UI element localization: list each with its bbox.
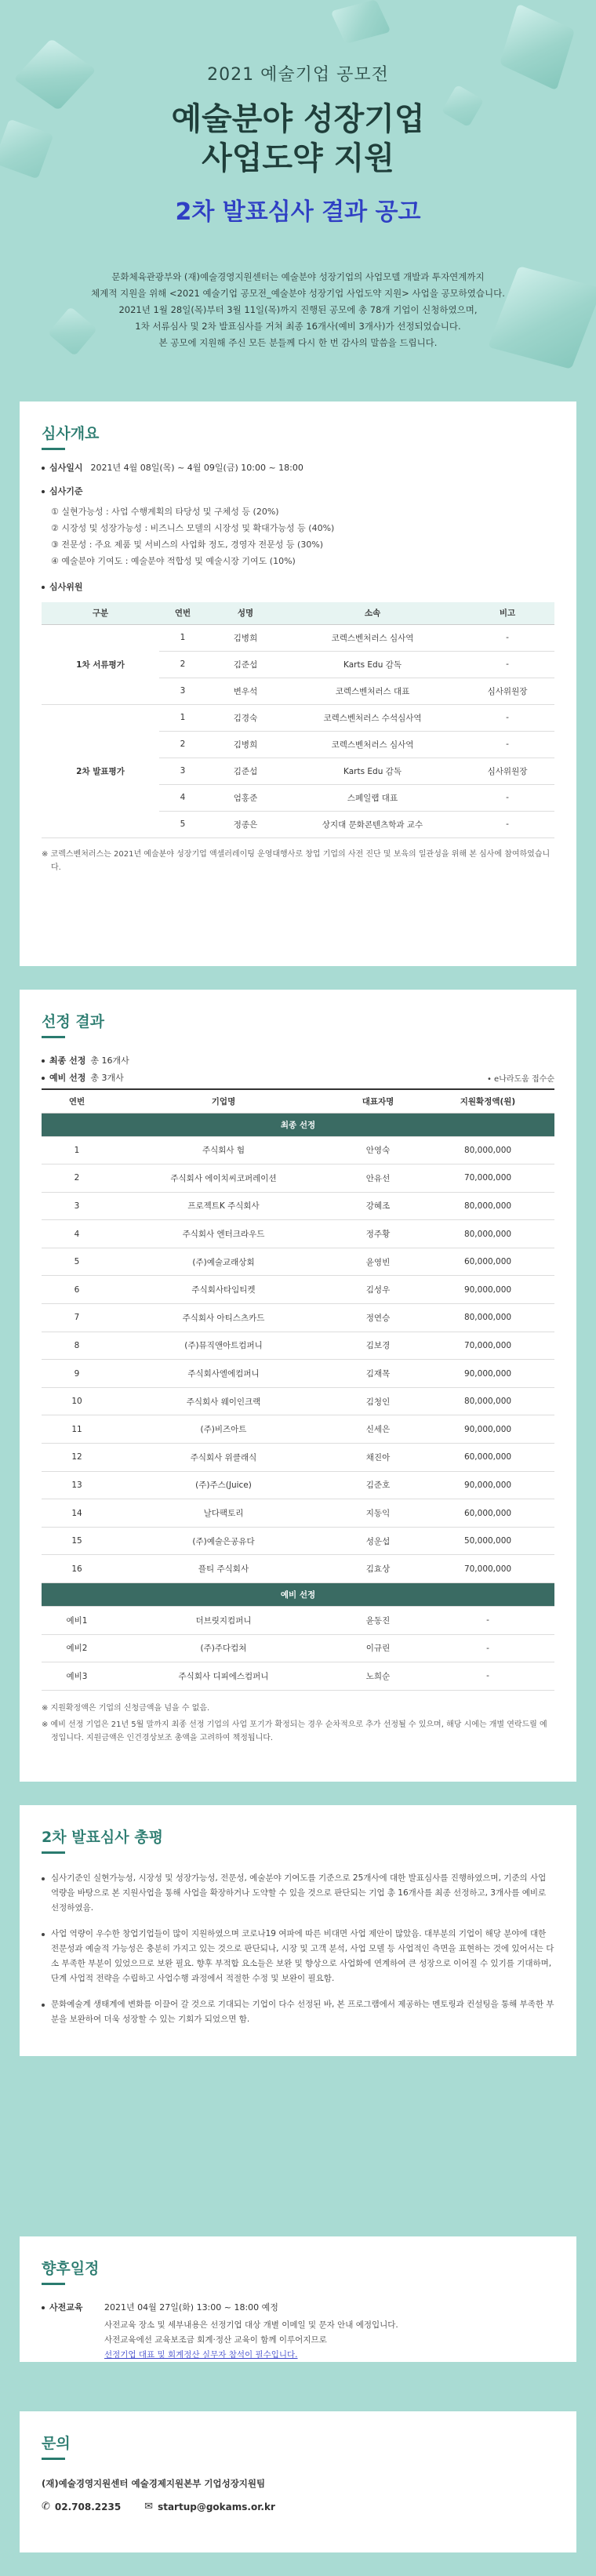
results-row [42, 1387, 554, 1415]
results-cell-company: (주)주다컴쳐 [112, 1634, 335, 1662]
results-cell-amount: - [421, 1607, 554, 1635]
jury-cell-name: 김병희 [206, 731, 285, 758]
results-cell-company: 플티 주식회사 [112, 1555, 335, 1583]
review-criteria-list [51, 503, 554, 569]
phone-icon: ✆ [42, 2501, 50, 2512]
results-cell-company: 주식회사 에이치씨코퍼레이션 [112, 1164, 335, 1193]
results-cell-company: 주식회사 아티스츠카드 [112, 1304, 335, 1332]
results-cell-ceo: 정주황 [335, 1220, 421, 1248]
results-cell-company: (주)예술교래상회 [112, 1248, 335, 1276]
review-item: 문화예술계 생태계에 변화를 이끌어 갈 것으로 기대되는 기업이 다수 선정된 바, 본 프로그램에서 제공하는 멘토링과 컨설팅을 통해 부족한 부분을 보완하여 더욱 성장할 수 있는 기회가 되었으면 함. [42, 1997, 554, 2027]
results-cell-ceo: 이규린 [335, 1634, 421, 1662]
results-cell-ceo: 채진아 [335, 1444, 421, 1472]
results-cell-ceo: 윤동진 [335, 1607, 421, 1635]
results-cell-company: 주식회사타임티켓 [112, 1276, 335, 1304]
jury-cell-note: 심사위원장 [460, 758, 554, 784]
contact-card [20, 2411, 576, 2552]
contact-email[interactable]: startup@gokams.or.kr [158, 2501, 275, 2512]
jury-cell-name: 김경숙 [206, 704, 285, 731]
intro-line: 1차 서류심사 및 2차 발표심사를 거쳐 최종 16개사(예비 3개사)가 선정되었습니다. [135, 321, 461, 332]
jury-cell-name: 엄홍준 [206, 784, 285, 811]
mail-icon: ✉ [144, 2501, 154, 2512]
jury-cell-org: 스페일랩 대표 [285, 784, 460, 811]
results-cell-amount: 80,000,000 [421, 1304, 554, 1332]
schedule-card [20, 2236, 576, 2362]
results-cell-no: 14 [42, 1499, 112, 1528]
results-cell-ceo: 김보경 [335, 1332, 421, 1360]
jury-row [42, 624, 554, 651]
jury-cell-org: 상지대 문화콘텐츠학과 교수 [285, 811, 460, 837]
criteria-item: ④ 예술분야 기여도 : 예술분야 적합성 및 예술시장 기여도 (10%) [51, 556, 296, 566]
contact-row [42, 2501, 554, 2512]
results-cell-company: (주)주스(Juice) [112, 1471, 335, 1499]
jury-cell-no: 3 [159, 758, 206, 784]
jury-cell-name: 김준섭 [206, 651, 285, 678]
jury-cell-name: 정종은 [206, 811, 285, 837]
jury-cell-no: 4 [159, 784, 206, 811]
results-cell-no: 6 [42, 1276, 112, 1304]
results-row [42, 1276, 554, 1304]
final-count: 최종 선정 총 16개사 [42, 1054, 129, 1066]
intro-line: 체계적 지원을 위해 <2021 예술기업 공모전_예술분야 성장기업 사업도약 지원> 사업을 공모하였습니다. [91, 288, 505, 299]
results-cell-no: 12 [42, 1444, 112, 1472]
results-band-label: 예비 선정 [42, 1583, 554, 1607]
results-cell-amount: - [421, 1634, 554, 1662]
results-title: 선정 결과 [42, 1010, 554, 1038]
results-note-1: ※ 지원확정액은 기업의 신청금액을 넘을 수 없음. [42, 1703, 210, 1713]
results-cell-no: 예비2 [42, 1634, 112, 1662]
results-cell-amount: 80,000,000 [421, 1220, 554, 1248]
results-row [42, 1415, 554, 1444]
results-row [42, 1136, 554, 1164]
results-row [42, 1444, 554, 1472]
jury-cell-name: 김준섭 [206, 758, 285, 784]
results-row [42, 1304, 554, 1332]
results-cell-no: 11 [42, 1415, 112, 1444]
results-cell-ceo: 지동익 [335, 1499, 421, 1528]
results-cell-ceo: 성운섭 [335, 1527, 421, 1555]
results-cell-company: (주)뮤직앤아트컴퍼니 [112, 1332, 335, 1360]
jury-header: 소속 [285, 602, 460, 624]
results-cell-no: 10 [42, 1387, 112, 1415]
results-header: 지원확정액(원) [421, 1089, 554, 1113]
review-list [42, 1871, 554, 2027]
schedule-title: 향후일정 [42, 2257, 554, 2285]
results-cell-no: 예비1 [42, 1607, 112, 1635]
intro-line: 본 공모에 지원해 주신 모든 분들께 다시 한 번 감사의 말씀을 드립니다. [158, 337, 438, 348]
contact-org: (재)예술경영지원센터 예술경제지원본부 기업성장지원팀 [42, 2478, 266, 2489]
results-cell-no: 1 [42, 1136, 112, 1164]
jury-cell-note: - [460, 651, 554, 678]
results-header: 대표자명 [335, 1089, 421, 1113]
review-date: 심사일시 2021년 4월 08일(목) ~ 4월 09일(금) 10:00 ~ 18:00 [42, 461, 554, 474]
overview-title: 심사개요 [42, 422, 554, 450]
results-band-label: 최종 선정 [42, 1113, 554, 1136]
review-item: 심사기준인 실현가능성, 시장성 및 성장가능성, 전문성, 예술분야 기여도를 기준으로 25개사에 대한 발표심사를 진행하였으며, 기준의 사업 역량을 바탕으로 본 지원사업을 통해 사업을 확장하거나 도약할 수 있을 것으로 판단되는 기업 총 16개사를 최종 선정하고, 3개사를 예비로 선정하였음. [42, 1871, 554, 1916]
results-cell-company: 주식회사 웨이인크랙 [112, 1387, 335, 1415]
review-title: 2차 발표심사 총평 [42, 1826, 554, 1854]
results-row [42, 1360, 554, 1388]
results-cell-amount: 70,000,000 [421, 1332, 554, 1360]
results-cell-amount: 80,000,000 [421, 1136, 554, 1164]
results-cell-company: (주)비즈아트 [112, 1415, 335, 1444]
order-note: • e나라도움 접수순 [486, 1075, 554, 1084]
results-cell-no: 8 [42, 1332, 112, 1360]
results-summary [42, 1049, 554, 1084]
results-cell-no: 7 [42, 1304, 112, 1332]
jury-cell-note: - [460, 784, 554, 811]
results-band [42, 1113, 554, 1136]
results-row [42, 1164, 554, 1193]
jury-cell-note: - [460, 731, 554, 758]
results-cell-no: 4 [42, 1220, 112, 1248]
results-cell-ceo: 김재목 [335, 1360, 421, 1388]
results-cell-amount: 90,000,000 [421, 1471, 554, 1499]
results-row [42, 1471, 554, 1499]
results-table [42, 1088, 554, 1691]
results-cell-amount: 70,000,000 [421, 1555, 554, 1583]
jury-header: 연번 [159, 602, 206, 624]
results-cell-ceo: 안영숙 [335, 1136, 421, 1164]
results-cell-amount: 50,000,000 [421, 1527, 554, 1555]
results-cell-amount: 90,000,000 [421, 1276, 554, 1304]
schedule-label: 사전교육 [42, 2301, 104, 2313]
jury-cell-no: 2 [159, 651, 206, 678]
intro-line: 2021년 1월 28일(목)부터 3월 11일(목)까지 진행된 공모에 총 78개 기업이 신청하였으며, [118, 304, 478, 315]
results-cell-company: (주)예술은공유다 [112, 1527, 335, 1555]
results-cell-ceo: 강혜조 [335, 1192, 421, 1220]
results-cell-company: 더브릿지컴퍼니 [112, 1607, 335, 1635]
results-row [42, 1332, 554, 1360]
results-row [42, 1555, 554, 1583]
jury-cell-org: Karts Edu 감독 [285, 758, 460, 784]
results-cell-amount: 70,000,000 [421, 1164, 554, 1193]
results-cell-company: 날다팩토리 [112, 1499, 335, 1528]
hero-section [0, 0, 596, 369]
criteria-item: ③ 전문성 : 주요 제품 및 서비스의 사업화 정도, 경영자 전문성 등 (30%) [51, 540, 324, 550]
schedule-desc [104, 2318, 554, 2363]
results-cell-amount: 60,000,000 [421, 1444, 554, 1472]
hero-intro [0, 269, 596, 351]
jury-cell-note: 심사위원장 [460, 678, 554, 704]
review-item: 사업 역량이 우수한 창업기업들이 많이 지원하였으며 코로나19 여파에 따른 비대면 사업 제안이 많았음. 대부분의 기업이 해당 분야에 대한 전문성과 예술적 가능성은 충분히 가지고 있는 것으로 판단되나, 시장 및 고객 분석, 사업 모델 등 사업적인 측면을 표현하는 것에 있어서는 다소 부족한 부분이 있었으므로 보완 필요. 향후 부적합 요소들은 보완 및 향상으로 사업화에 연계하여 큰 성장으로 이어질 수 있기를 기대하며, 단계 사업적 전략을 수립하고 사업수행 과정에서 적절한 수정 및 보완이 필요함. [42, 1927, 554, 1986]
results-header: 기업명 [112, 1089, 335, 1113]
jury-cell-note: - [460, 811, 554, 837]
criteria-item: ② 시장성 및 성장가능성 : 비즈니스 모델의 시장성 및 확대가능성 등 (40%) [51, 523, 335, 533]
results-cell-ceo: 김효상 [335, 1555, 421, 1583]
jury-cell-note: - [460, 704, 554, 731]
jury-cell-no: 3 [159, 678, 206, 704]
contact-phone[interactable]: 02.708.2235 [54, 2501, 122, 2512]
jury-header: 비고 [460, 602, 554, 624]
hero-title-line1: 예술분야 성장기업 [171, 101, 425, 137]
jury-cell-note: - [460, 624, 554, 651]
decorative-cube [330, 0, 391, 44]
hero-title-line2: 사업도약 지원 [202, 140, 394, 176]
criteria-item: ① 실현가능성 : 사업 수행계획의 타당성 및 구체성 등 (20%) [51, 507, 279, 517]
results-cell-no: 13 [42, 1471, 112, 1499]
results-cell-ceo: 김준호 [335, 1471, 421, 1499]
results-cell-amount: - [421, 1662, 554, 1691]
jury-cell-org: 코렉스벤처러스 심사역 [285, 731, 460, 758]
results-cell-amount: 90,000,000 [421, 1415, 554, 1444]
jury-row [42, 704, 554, 731]
results-cell-no: 5 [42, 1248, 112, 1276]
jury-cell-no: 5 [159, 811, 206, 837]
schedule-item [42, 2301, 554, 2363]
hero-subtitle: 2021 예술기업 공모전 [207, 65, 389, 85]
jury-header: 구분 [42, 602, 159, 624]
results-cell-no: 9 [42, 1360, 112, 1388]
jury-note: ※ 코렉스벤처러스는 2021년 예술분야 성장기업 액셀러레이팅 운영대행사로 창업 기업의 사전 진단 및 보육의 일관성을 위해 본 심사에 참여하였습니다. [42, 849, 551, 872]
results-cell-company: 주식회사 위클래식 [112, 1444, 335, 1472]
jury-cell-no: 1 [159, 704, 206, 731]
results-row [42, 1248, 554, 1276]
jury-cell-no: 2 [159, 731, 206, 758]
results-cell-amount: 80,000,000 [421, 1192, 554, 1220]
results-row [42, 1662, 554, 1691]
results-header: 연번 [42, 1089, 112, 1113]
review-criteria-label: 심사기준 [42, 485, 554, 497]
schedule-desc-line: 사전교육 장소 및 세부내용은 선정기업 대상 개별 이메일 및 문자 안내 예정입니다. [104, 2320, 398, 2330]
results-cell-company: 프로젝트K 주식회사 [112, 1192, 335, 1220]
results-row [42, 1634, 554, 1662]
overview-card [20, 401, 576, 966]
results-band [42, 1583, 554, 1607]
results-cell-amount: 80,000,000 [421, 1387, 554, 1415]
results-cell-amount: 60,000,000 [421, 1248, 554, 1276]
results-cell-ceo: 노희순 [335, 1662, 421, 1691]
results-cell-amount: 90,000,000 [421, 1360, 554, 1388]
hero-announcement: 2차 발표심사 결과 공고 [175, 198, 421, 226]
results-row [42, 1607, 554, 1635]
results-cell-ceo: 김성우 [335, 1276, 421, 1304]
jury-cell-org: Karts Edu 감독 [285, 651, 460, 678]
results-cell-ceo: 김청인 [335, 1387, 421, 1415]
schedule-desc-highlight: 선정기업 대표 및 회계정산 실무자 참석이 필수입니다. [104, 2350, 298, 2360]
schedule-date: 2021년 04월 27일(화) 13:00 ~ 18:00 예정 [104, 2302, 278, 2313]
results-card [20, 990, 576, 1782]
schedule-desc-line: 사전교육에선 교육보조금 회계·정산 교육이 함께 이루어지므로 [104, 2335, 327, 2345]
results-note-2: ※ 예비 선정 기업은 21년 5월 말까지 최종 선정 기업의 사업 포기가 확정되는 경우 순차적으로 추가 선정될 수 있으며, 해당 시에는 개별 연락드릴 예정입니다. 지원금액은 인건경상보조 총액을 고려하여 책정됩니다. [42, 1720, 547, 1742]
review-card [20, 1805, 576, 2056]
jury-group-name: 2차 발표평가 [42, 704, 159, 837]
results-cell-ceo: 신세은 [335, 1415, 421, 1444]
jury-cell-org: 코렉스벤처러스 수석심사역 [285, 704, 460, 731]
results-cell-ceo: 윤영빈 [335, 1248, 421, 1276]
results-cell-amount: 60,000,000 [421, 1499, 554, 1528]
results-cell-ceo: 안유선 [335, 1164, 421, 1193]
intro-line: 문화체육관광부와 (재)예술경영지원센터는 예술분야 성장기업의 사업모델 개발과 투자연계까지 [111, 271, 485, 282]
jury-label: 심사위원 [42, 580, 554, 593]
jury-cell-name: 김병희 [206, 624, 285, 651]
results-cell-company: 주식회사 디피에스컴퍼니 [112, 1662, 335, 1691]
jury-header: 성명 [206, 602, 285, 624]
jury-cell-org: 코렉스벤처러스 대표 [285, 678, 460, 704]
results-cell-company: 주식회사엘에컴퍼니 [112, 1360, 335, 1388]
results-cell-no: 2 [42, 1164, 112, 1193]
results-cell-company: 주식회사 엔터크라우드 [112, 1220, 335, 1248]
results-cell-no: 15 [42, 1527, 112, 1555]
reserve-count: 예비 선정 총 3개사 [42, 1071, 129, 1084]
results-cell-company: 주식회사 험 [112, 1136, 335, 1164]
results-row [42, 1527, 554, 1555]
jury-cell-no: 1 [159, 624, 206, 651]
results-row [42, 1192, 554, 1220]
jury-table [42, 602, 554, 838]
jury-cell-org: 코렉스벤처러스 심사역 [285, 624, 460, 651]
hero-title [0, 100, 596, 178]
results-cell-no: 3 [42, 1192, 112, 1220]
results-cell-no: 16 [42, 1555, 112, 1583]
jury-group-name: 1차 서류평가 [42, 624, 159, 704]
results-cell-ceo: 정연승 [335, 1304, 421, 1332]
results-row [42, 1499, 554, 1528]
jury-cell-name: 변우석 [206, 678, 285, 704]
contact-title: 문의 [42, 2432, 554, 2460]
results-row [42, 1220, 554, 1248]
results-cell-no: 예비3 [42, 1662, 112, 1691]
